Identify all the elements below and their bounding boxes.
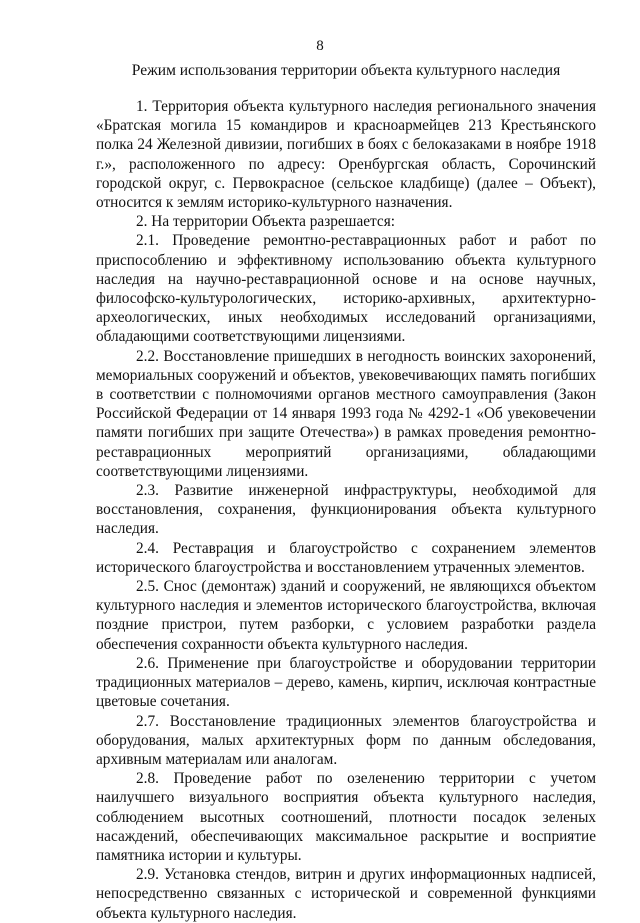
paragraph-2-1: 2.1. Проведение ремонтно-реставрационных работ и работ по приспособлению и эффективному использованию объекта культурного наследия на научно-реставрационной основе и на основе научных, философско-культурологических, историко-архивных, архитектурно-археологических, иных необходимых исследований организациями, обладающими соответствующими лицензиями.: [96, 232, 596, 346]
section-title: Режим использования территории объекта культурного наследия: [131, 62, 561, 79]
paragraph-2-7: 2.7. Восстановление традиционных элементов благоустройства и оборудования, малых архитектурных форм по данным обследования, архивным материалам или аналогам.: [96, 712, 596, 768]
paragraph-2-2: 2.2. Восстановление пришедших в негодность воинских захоронений, мемориальных сооружений и объектов, увековечивающих память погибших в соответствии с полномочиями органов местного самоуправления (Закон Российской Федерации от 14 января 1993 года № 4292-1 «Об увековечении памяти погибших при защите Отечества») в рамках проведения ремонтно-реставрационных мероприятий организациями, обладающими соответствующими лицензиями.: [96, 347, 596, 480]
paragraph-2: 2. На территории Объекта разрешается:: [136, 213, 395, 231]
paragraph-2-3: 2.3. Развитие инженерной инфраструктуры, необходимой для восстановления, сохранения, функционирования объекта культурного наследия.: [96, 482, 596, 538]
paragraph-2-8: 2.8. Проведение работ по озеленению территории с учетом наилучшего визуального восприятия объекта культурного наследия, соблюдением высотных соотношений, плотности посадок зеленых насаждений, обеспечивающих максимальное раскрытие и восприятие памятника истории и культуры.: [96, 770, 596, 864]
document-body: [96, 97, 596, 923]
paragraph-1: 1. Территория объекта культурного наследия регионального значения «Братская могила 15 командиров и красноармейцев 213 Крестьянского полка 24 Железной дивизии, погибших в боях с белоказаками в ноябре 1918 г.», расположенного по адресу: Оренбургская область, Сорочинский городской округ, с. Первокрасное (сельское кладбище) (далее – Объект), относится к землям историко-культурного назначения.: [96, 98, 596, 212]
paragraph-2-9: 2.9. Установка стендов, витрин и других информационных надписей, непосредственно связанных с исторической и современной функциями объекта культурного наследия.: [96, 866, 596, 922]
paragraph-2-5: 2.5. Снос (демонтаж) зданий и сооружений, не являющихся объектом культурного наследия и элементов исторического благоустройства, включая поздние пристрои, путем разборки, с условием разработки раздела обеспечения сохранности объекта культурного наследия.: [96, 578, 596, 653]
page-number: 8: [316, 38, 324, 54]
paragraph-2-6: 2.6. Применение при благоустройстве и оборудовании территории традиционных материалов – дерево, камень, кирпич, исключая контрастные цветовые сочетания.: [96, 654, 596, 711]
paragraph-2-4: 2.4. Реставрация и благоустройство с сохранением элементов исторического благоустройства и восстановлением утраченных элементов.: [96, 539, 596, 576]
